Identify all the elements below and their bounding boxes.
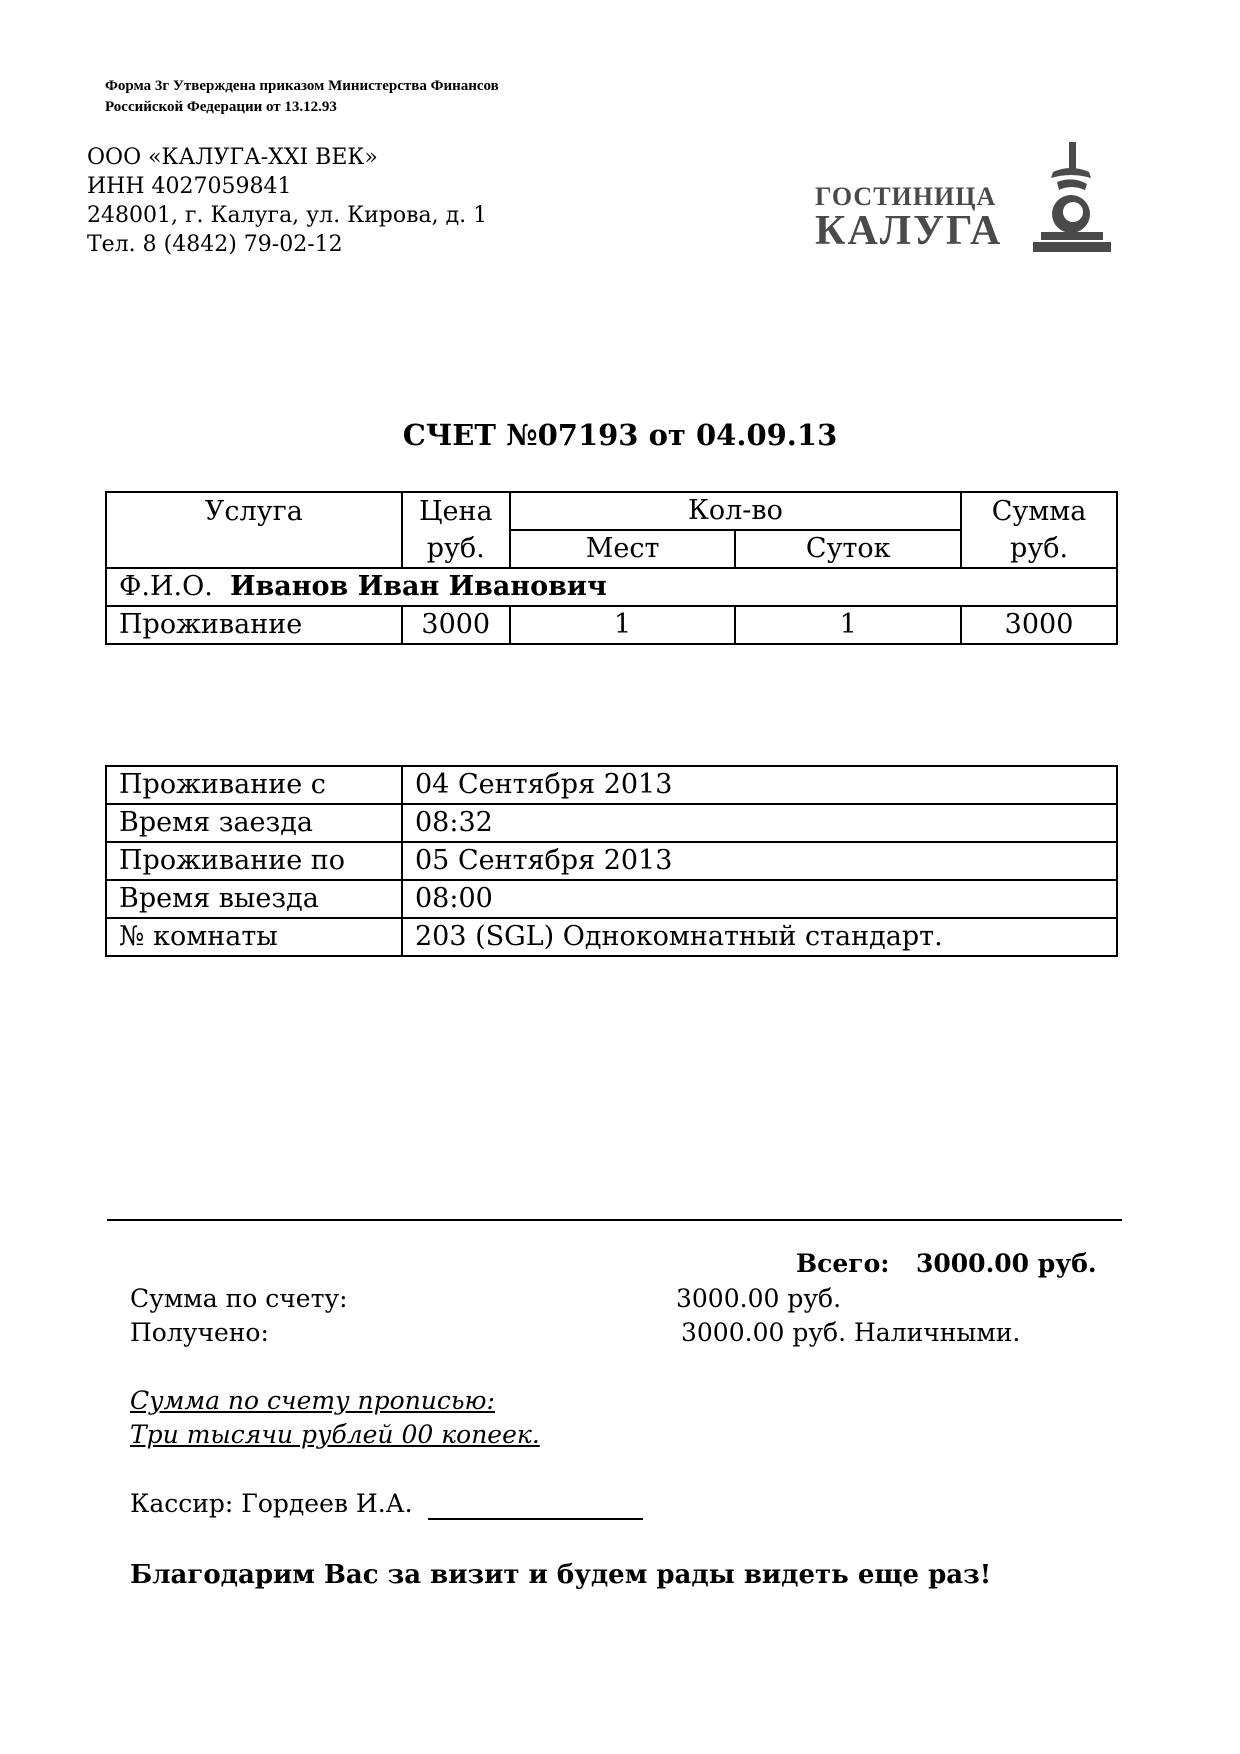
form-note — [105, 76, 499, 118]
cashier: Кассир: Гордеев И.А. — [130, 1489, 413, 1518]
header-qty: Кол-во — [510, 492, 961, 530]
row-places: 1 — [510, 606, 736, 644]
received-label: Получено: — [130, 1318, 269, 1347]
form-note-line1: Форма 3г Утверждена приказом Министерства Финансов — [105, 78, 499, 94]
logo-line1: ГОСТИНИЦА — [815, 182, 997, 211]
header-price: Цена — [402, 492, 510, 530]
company-address: 248001, г. Калуга, ул. Кирова, д. 1 — [87, 203, 488, 228]
header-days: Суток — [735, 530, 961, 568]
company-name: ООО «КАЛУГА-XXI ВЕК» — [87, 145, 378, 170]
table-row — [106, 606, 1117, 644]
company-info — [87, 143, 487, 259]
table-row — [106, 804, 1117, 842]
thanks-message: Благодарим Вас за визит и будем рады видеть еще раз! — [130, 1560, 992, 1590]
in-words-value: Три тысячи рублей 00 копеек. — [130, 1420, 540, 1449]
services-table — [105, 491, 1118, 645]
guest-cell — [106, 568, 1117, 606]
logo-line2: КАЛУГА — [815, 208, 1003, 254]
sum-value: 3000.00 руб. — [676, 1284, 842, 1313]
received-value: 3000.00 руб. Наличными. — [681, 1318, 1021, 1347]
company-phone: Тел. 8 (4842) 79-02-12 — [87, 232, 343, 257]
monument-icon — [1031, 142, 1111, 254]
row-service: Проживание — [106, 606, 402, 644]
row-sum: 3000 — [961, 606, 1117, 644]
row-days: 1 — [735, 606, 961, 644]
stay-label: № комнаты — [106, 918, 402, 956]
guest-name: Иванов Иван Иванович — [230, 571, 607, 602]
header-sum-unit: руб. — [961, 530, 1117, 568]
invoice-title: СЧЕТ №07193 от 04.09.13 — [402, 418, 838, 452]
form-note-line2: Российской Федерации от 13.12.93 — [105, 99, 337, 115]
sum-label: Сумма по счету: — [130, 1284, 348, 1313]
table-row — [106, 918, 1117, 956]
table-row — [106, 842, 1117, 880]
stay-label: Проживание с — [106, 766, 402, 804]
stay-label: Проживание по — [106, 842, 402, 880]
table-row — [106, 766, 1117, 804]
hotel-logo — [815, 142, 1115, 262]
total-value: 3000.00 руб. — [916, 1249, 1097, 1278]
divider — [107, 1219, 1122, 1221]
stay-label: Время заезда — [106, 804, 402, 842]
stay-table — [105, 765, 1118, 957]
header-places: Мест — [510, 530, 736, 568]
guest-row — [106, 568, 1117, 606]
stay-label: Время выезда — [106, 880, 402, 918]
total-label: Всего: — [796, 1249, 890, 1278]
company-inn: ИНН 4027059841 — [87, 174, 292, 199]
services-header-row — [106, 492, 1117, 530]
stay-value: 08:32 — [402, 804, 1117, 842]
stay-value: 08:00 — [402, 880, 1117, 918]
in-words-label: Сумма по счету прописью: — [130, 1386, 495, 1415]
header-price-unit: руб. — [402, 530, 510, 568]
guest-label: Ф.И.О. — [119, 571, 213, 602]
signature-line — [428, 1518, 643, 1520]
header-service: Услуга — [106, 492, 402, 568]
stay-value: 05 Сентября 2013 — [402, 842, 1117, 880]
header-sum: Сумма — [961, 492, 1117, 530]
stay-value: 203 (SGL) Однокомнатный стандарт. — [402, 918, 1117, 956]
row-price: 3000 — [402, 606, 510, 644]
table-row — [106, 880, 1117, 918]
stay-value: 04 Сентября 2013 — [402, 766, 1117, 804]
